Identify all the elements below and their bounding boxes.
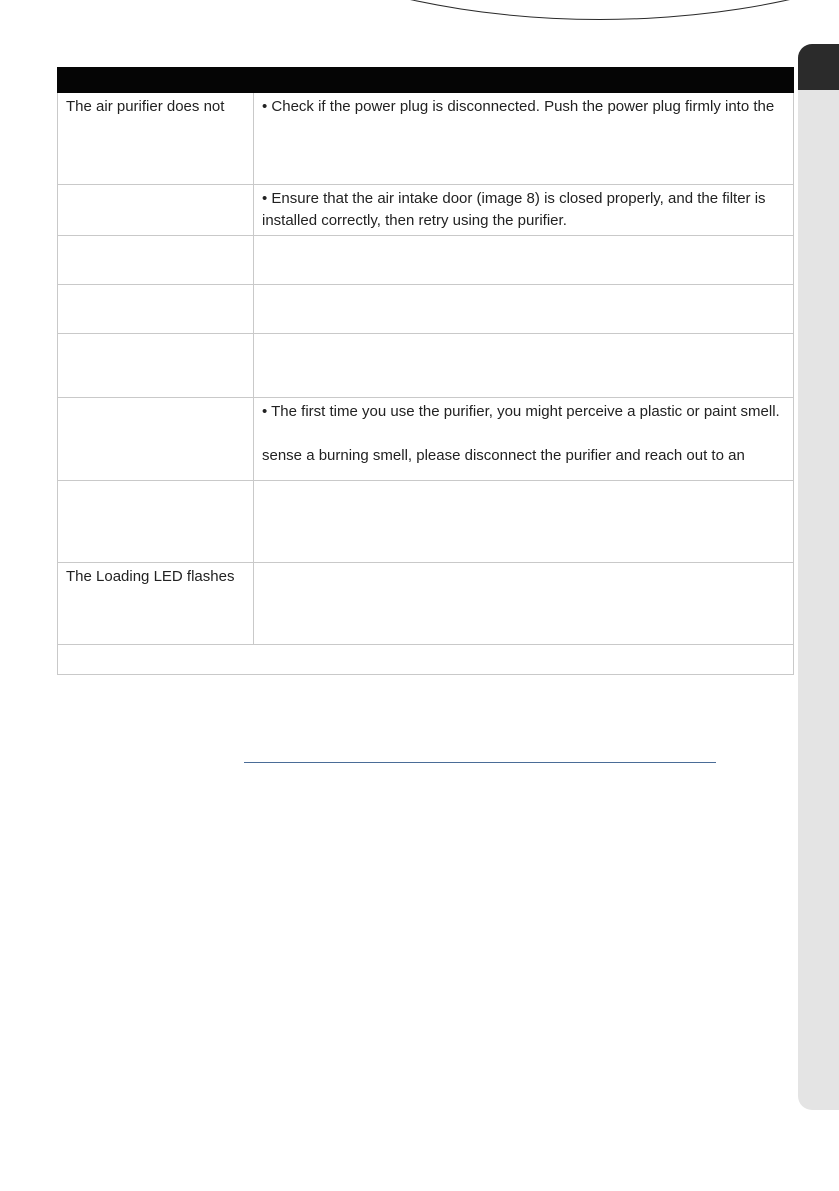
section-tab-marker bbox=[798, 44, 839, 90]
problem-cell bbox=[58, 185, 254, 236]
solution-cell bbox=[254, 563, 794, 645]
solution-cell bbox=[254, 285, 794, 334]
table-row bbox=[58, 563, 794, 645]
page-decoration-arc bbox=[120, 0, 839, 20]
problem-text: The Loading LED flashes bbox=[66, 568, 235, 585]
problem-cell bbox=[58, 334, 254, 398]
problem-cell bbox=[58, 285, 254, 334]
table-note-row bbox=[58, 645, 794, 675]
table-header-row bbox=[58, 68, 794, 93]
solution-cell bbox=[254, 185, 794, 236]
section-side-bar bbox=[798, 90, 839, 1110]
solution-cell bbox=[254, 398, 794, 481]
problem-cell bbox=[58, 481, 254, 563]
solution-cell bbox=[254, 93, 794, 185]
solution-cell bbox=[254, 481, 794, 563]
troubleshooting-table bbox=[57, 67, 794, 675]
problem-cell bbox=[58, 398, 254, 481]
note-cell bbox=[58, 645, 794, 675]
solution-cell bbox=[254, 236, 794, 285]
table-row bbox=[58, 185, 794, 236]
solution-text: • Ensure that the air intake door (image 8) is closed properly, and the filter is installed correctly, then retry using the purifier. bbox=[262, 190, 766, 229]
problem-cell bbox=[58, 93, 254, 185]
table-row bbox=[58, 398, 794, 481]
solution-text: • The first time you use the purifier, you might perceive a plastic or paint smell. sense a burning smell, please disconnect the purifier and reach out to an bbox=[262, 403, 780, 464]
table-row bbox=[58, 236, 794, 285]
solution-text: • Check if the power plug is disconnected. Push the power plug firmly into the bbox=[262, 98, 775, 115]
problem-column-header bbox=[58, 68, 254, 93]
solution-cell bbox=[254, 334, 794, 398]
problem-cell bbox=[58, 563, 254, 645]
table-row bbox=[58, 481, 794, 563]
table-row bbox=[58, 93, 794, 185]
problem-cell bbox=[58, 236, 254, 285]
solution-column-header bbox=[254, 68, 794, 93]
link-underline bbox=[244, 762, 716, 763]
table-row bbox=[58, 285, 794, 334]
problem-text: The air purifier does not bbox=[66, 98, 225, 115]
table-row bbox=[58, 334, 794, 398]
